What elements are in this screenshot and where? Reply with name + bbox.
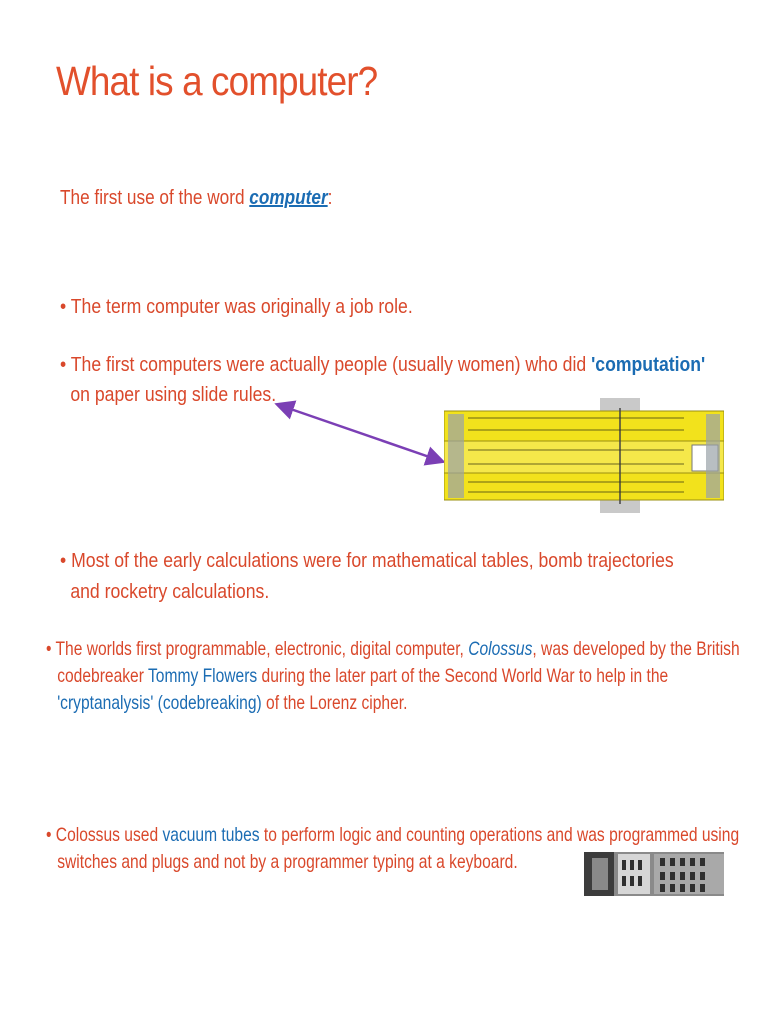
intro-line xyxy=(60,187,332,210)
bullet-text-cont: , was developed by the British xyxy=(532,638,740,660)
computer-link[interactable]: computer xyxy=(249,187,328,209)
bullet-text-line2: on paper using slide rules. xyxy=(70,383,277,406)
bullet-text: The worlds first programmable, electronic, digital computer, xyxy=(55,638,469,660)
vacuum-tubes-term: vacuum tubes xyxy=(162,824,260,846)
tommy-flowers-term: Tommy Flowers xyxy=(147,665,258,687)
cryptanalysis-term: 'cryptanalysis' (codebreaking) xyxy=(57,692,262,714)
bullet-text: Most of the early calculations were for mathematical tables, bomb trajectories xyxy=(71,549,674,572)
colossus-photo xyxy=(584,852,724,896)
colossus-term: Colossus xyxy=(468,638,533,660)
computation-term: 'computation' xyxy=(591,353,706,376)
bullet-dot: • xyxy=(46,638,52,660)
slide-title: What is a computer? xyxy=(56,58,378,104)
bullet-colossus-history xyxy=(46,636,740,717)
bullet-text-line3: of the Lorenz cipher. xyxy=(261,692,408,714)
intro-suffix: : xyxy=(327,187,333,209)
bullet-text-line2-cont: during the later part of the Second World War to help in the xyxy=(257,665,669,687)
bullet-text: The first computers were actually people (usually women) who did xyxy=(70,353,592,376)
bullet-dot: • xyxy=(60,353,67,376)
bullet-text: The term computer was originally a job role. xyxy=(70,295,413,318)
bullet-text-line2: switches and plugs and not by a programmer typing at a keyboard. xyxy=(57,851,518,873)
bullet-dot: • xyxy=(46,824,52,846)
bullet-job-role xyxy=(60,295,413,319)
bullet-early-calculations xyxy=(60,545,674,607)
bullet-text-line2: codebreaker xyxy=(57,665,148,687)
slide-rule-image xyxy=(444,398,724,513)
intro-prefix: The first use of the word xyxy=(60,187,250,209)
bullet-dot: • xyxy=(60,295,67,318)
bullet-text-line2: and rocketry calculations. xyxy=(70,580,270,603)
bullet-dot: • xyxy=(60,549,67,572)
bullet-text: Colossus used xyxy=(55,824,163,846)
bullet-text-cont: to perform logic and counting operations and was programmed using xyxy=(259,824,740,846)
